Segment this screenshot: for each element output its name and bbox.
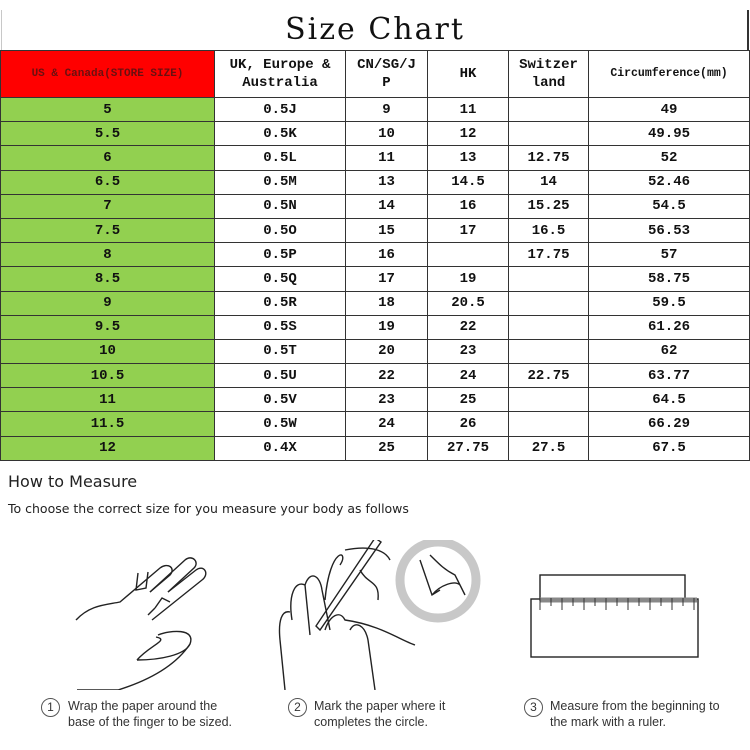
table-row [1, 267, 750, 291]
cell-cn-size: 13 [346, 170, 428, 194]
cell-circumference: 62 [589, 339, 750, 363]
how-to-measure-subtitle: To choose the correct size for you measure your body as follows [8, 501, 409, 516]
cell-circumference: 66.29 [589, 412, 750, 436]
caption-line: Mark the paper where it [314, 699, 446, 713]
cell-switzerland-size: 14 [509, 170, 589, 194]
cell-us-size: 8 [1, 243, 215, 267]
cell-circumference: 52 [589, 146, 750, 170]
cell-switzerland-size [509, 291, 589, 315]
cell-switzerland-size: 12.75 [509, 146, 589, 170]
cell-hk-size [428, 243, 509, 267]
cell-switzerland-size [509, 122, 589, 146]
table-row [1, 170, 750, 194]
cell-circumference: 64.5 [589, 388, 750, 412]
header-line: Switzer [519, 57, 578, 73]
table-row [1, 339, 750, 363]
table-row [1, 122, 750, 146]
page-title: Size Chart [285, 12, 465, 47]
cell-cn-size: 15 [346, 218, 428, 242]
cell-cn-size: 25 [346, 436, 428, 460]
cell-hk-size: 11 [428, 98, 509, 122]
cell-hk-size: 20.5 [428, 291, 509, 315]
cell-uk-size: 0.5W [215, 412, 346, 436]
cell-uk-size: 0.5V [215, 388, 346, 412]
cell-us-size: 10.5 [1, 364, 215, 388]
caption-line: completes the circle. [314, 715, 428, 729]
cell-hk-size: 14.5 [428, 170, 509, 194]
cell-switzerland-size: 27.5 [509, 436, 589, 460]
header-line: UK, Europe & [229, 57, 331, 73]
cell-uk-size: 0.5S [215, 315, 346, 339]
table-row [1, 412, 750, 436]
header-us-canada: US & Canada(STORE SIZE) [1, 51, 215, 98]
cell-circumference: 52.46 [589, 170, 750, 194]
cell-us-size: 9.5 [1, 315, 215, 339]
size-chart-table [0, 50, 750, 461]
cell-switzerland-size [509, 267, 589, 291]
step-caption [550, 698, 720, 730]
cell-circumference: 49.95 [589, 122, 750, 146]
cell-hk-size: 16 [428, 194, 509, 218]
cell-uk-size: 0.5P [215, 243, 346, 267]
header-uk-europe-australia [215, 51, 346, 98]
table-row [1, 436, 750, 460]
cell-cn-size: 19 [346, 315, 428, 339]
cell-cn-size: 16 [346, 243, 428, 267]
step-1 [0, 540, 250, 750]
cell-circumference: 67.5 [589, 436, 750, 460]
cell-us-size: 6.5 [1, 170, 215, 194]
cell-circumference: 63.77 [589, 364, 750, 388]
table-row [1, 388, 750, 412]
cell-cn-size: 17 [346, 267, 428, 291]
header-hk: HK [428, 51, 509, 98]
cell-us-size: 5 [1, 98, 215, 122]
cell-circumference: 49 [589, 98, 750, 122]
cell-hk-size: 22 [428, 315, 509, 339]
cell-switzerland-size: 16.5 [509, 218, 589, 242]
cell-switzerland-size: 22.75 [509, 364, 589, 388]
table-row [1, 364, 750, 388]
cell-us-size: 6 [1, 146, 215, 170]
header-line: land [531, 75, 566, 91]
cell-hk-size: 26 [428, 412, 509, 436]
caption-line: base of the finger to be sized. [68, 715, 232, 729]
header-line: CN/SG/J [357, 57, 416, 73]
cell-switzerland-size: 17.75 [509, 243, 589, 267]
cell-hk-size: 19 [428, 267, 509, 291]
ruler-measure-icon [500, 540, 750, 690]
cell-us-size: 7 [1, 194, 215, 218]
cell-hk-size: 24 [428, 364, 509, 388]
table-row [1, 194, 750, 218]
table-row [1, 315, 750, 339]
cell-cn-size: 14 [346, 194, 428, 218]
cell-us-size: 10 [1, 339, 215, 363]
cell-switzerland-size [509, 412, 589, 436]
cell-uk-size: 0.5Q [215, 267, 346, 291]
how-to-measure-title: How to Measure [8, 472, 138, 491]
cell-hk-size: 27.75 [428, 436, 509, 460]
cell-cn-size: 11 [346, 146, 428, 170]
table-row [1, 98, 750, 122]
cell-uk-size: 0.5T [215, 339, 346, 363]
cell-cn-size: 24 [346, 412, 428, 436]
cell-hk-size: 13 [428, 146, 509, 170]
cell-us-size: 11 [1, 388, 215, 412]
cell-us-size: 5.5 [1, 122, 215, 146]
cell-us-size: 7.5 [1, 218, 215, 242]
cell-circumference: 59.5 [589, 291, 750, 315]
cell-circumference: 58.75 [589, 267, 750, 291]
cell-uk-size: 0.5J [215, 98, 346, 122]
step-number-badge: 3 [524, 698, 543, 717]
cell-uk-size: 0.5M [215, 170, 346, 194]
cell-circumference: 56.53 [589, 218, 750, 242]
table-row [1, 243, 750, 267]
cell-cn-size: 23 [346, 388, 428, 412]
cell-uk-size: 0.4X [215, 436, 346, 460]
cell-us-size: 11.5 [1, 412, 215, 436]
table-row [1, 146, 750, 170]
cell-switzerland-size [509, 339, 589, 363]
step-2 [250, 540, 500, 750]
cell-cn-size: 18 [346, 291, 428, 315]
cell-switzerland-size [509, 315, 589, 339]
cell-switzerland-size: 15.25 [509, 194, 589, 218]
cell-us-size: 12 [1, 436, 215, 460]
cell-us-size: 9 [1, 291, 215, 315]
table-header-row [1, 51, 750, 98]
header-line: Australia [242, 75, 318, 91]
caption-line: Measure from the beginning to [550, 699, 720, 713]
cell-hk-size: 25 [428, 388, 509, 412]
cell-hk-size: 17 [428, 218, 509, 242]
header-line: P [382, 75, 391, 91]
cell-us-size: 8.5 [1, 267, 215, 291]
cell-circumference: 54.5 [589, 194, 750, 218]
cell-hk-size: 12 [428, 122, 509, 146]
table-row [1, 291, 750, 315]
hand-wrap-paper-icon [0, 540, 250, 690]
step-number-badge: 1 [41, 698, 60, 717]
step-number-badge: 2 [288, 698, 307, 717]
cell-switzerland-size [509, 388, 589, 412]
header-cn-sg-jp [346, 51, 428, 98]
cell-uk-size: 0.5R [215, 291, 346, 315]
caption-line: Wrap the paper around the [68, 699, 218, 713]
header-switzerland [509, 51, 589, 98]
cell-hk-size: 23 [428, 339, 509, 363]
cell-circumference: 61.26 [589, 315, 750, 339]
step-3 [500, 540, 750, 750]
cell-cn-size: 22 [346, 364, 428, 388]
cell-cn-size: 20 [346, 339, 428, 363]
cell-switzerland-size [509, 98, 589, 122]
header-circumference: Circumference(mm) [589, 51, 750, 98]
cell-uk-size: 0.5U [215, 364, 346, 388]
caption-line: the mark with a ruler. [550, 715, 667, 729]
cell-uk-size: 0.5O [215, 218, 346, 242]
cell-uk-size: 0.5K [215, 122, 346, 146]
cell-uk-size: 0.5L [215, 146, 346, 170]
step-caption [314, 698, 445, 730]
hand-mark-pen-icon [250, 540, 500, 690]
table-row [1, 218, 750, 242]
cell-cn-size: 9 [346, 98, 428, 122]
cell-uk-size: 0.5N [215, 194, 346, 218]
cell-circumference: 57 [589, 243, 750, 267]
step-caption [68, 698, 232, 730]
cell-cn-size: 10 [346, 122, 428, 146]
